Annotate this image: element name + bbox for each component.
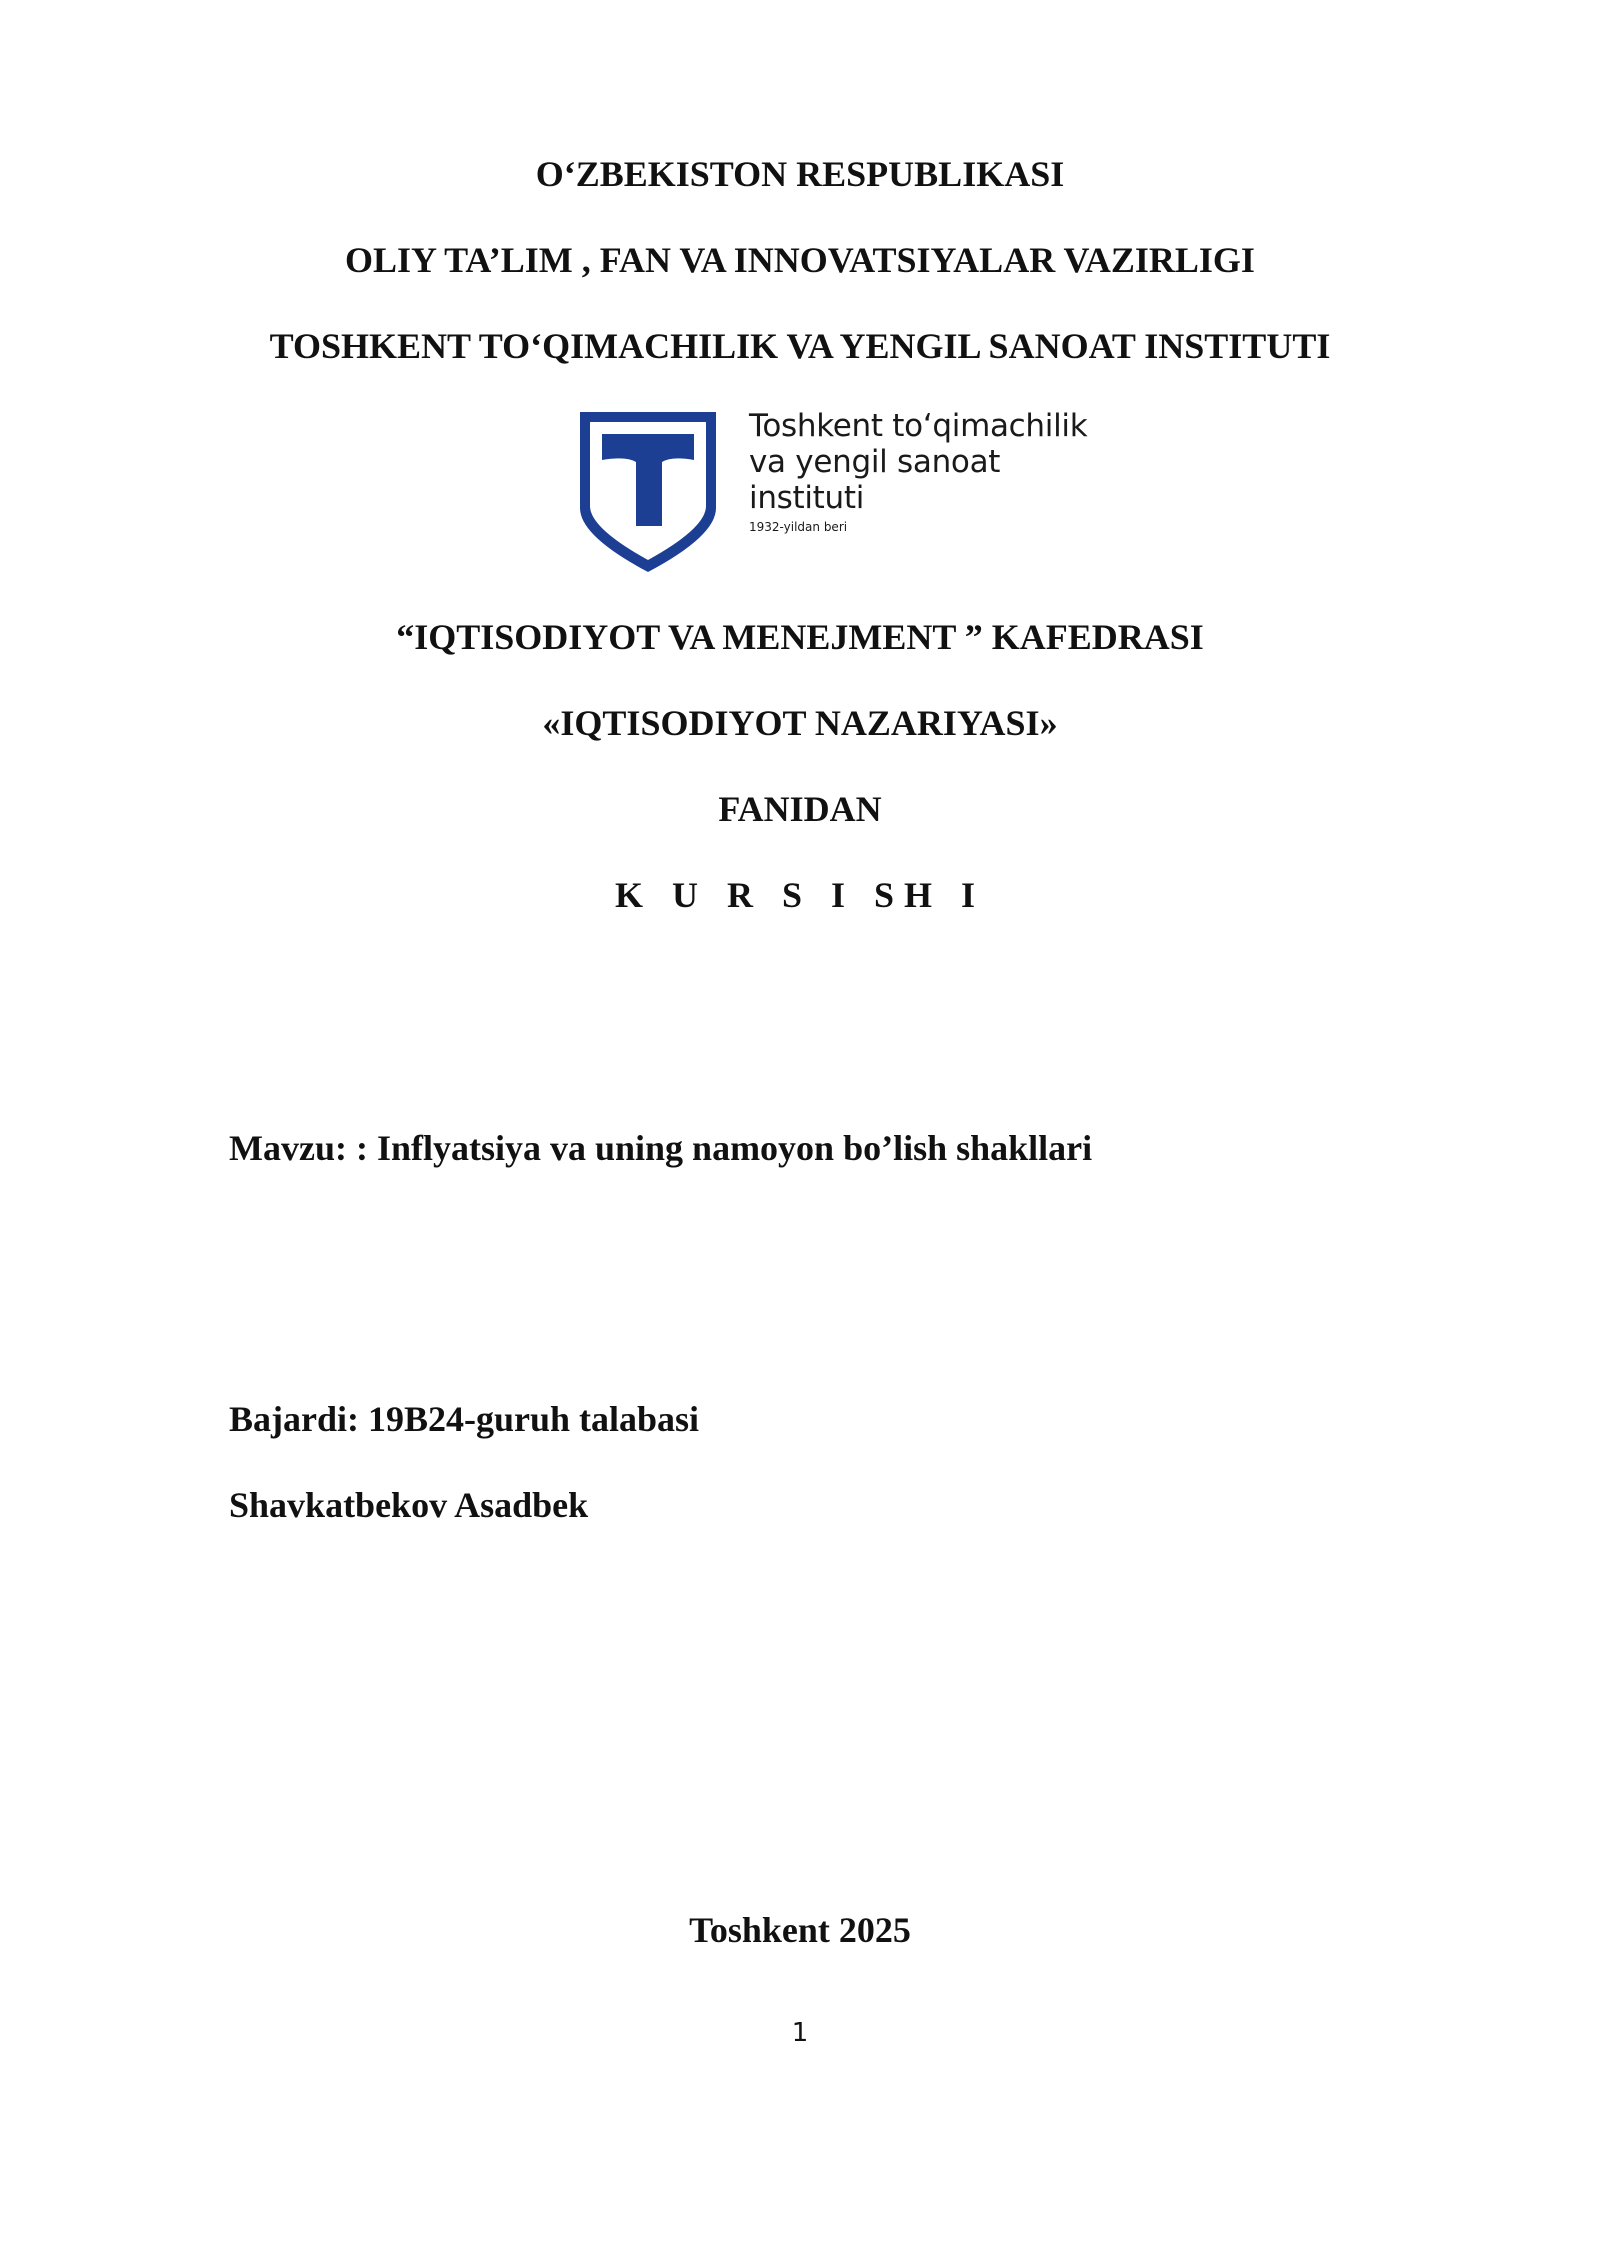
republic-heading: O‘ZBEKISTON RESPUBLIKASI — [535, 154, 1065, 194]
logo-text-line-3: instituti — [749, 480, 865, 516]
logo-text-line-2: va yengil sanoat — [749, 444, 1001, 480]
ministry-heading: OLIY TA’LIM , FAN VA INNOVATSIYALAR VAZIRLIGI — [345, 240, 1255, 280]
shield-logo-icon — [576, 408, 726, 578]
department-heading: “IQTISODIYOT VA MENEJMENT ” KAFEDRASI — [396, 617, 1204, 657]
page-number: 1 — [791, 2018, 809, 2048]
fanidan-heading: FANIDAN — [718, 789, 882, 829]
institute-logo — [576, 408, 1136, 578]
author-name: Shavkatbekov Asadbek — [229, 1485, 589, 1525]
institute-heading: TOSHKENT TO‘QIMACHILIK VA YENGIL SANOAT INSTITUTI — [269, 326, 1331, 366]
performed-by-line: Bajardi: 19B24-guruh talabasi — [229, 1399, 700, 1439]
topic-line: Mavzu: : Inflyatsiya va uning namoyon bo’lish shakllari — [229, 1128, 1093, 1168]
logo-wordmark — [749, 408, 1087, 536]
logo-since-text: 1932-yildan beri — [749, 520, 848, 534]
subject-heading: «IQTISODIYOT NAZARIYASI» — [542, 703, 1058, 743]
work-type-heading: K U R S I SH I — [614, 875, 986, 915]
logo-text-line-1: Toshkent to‘qimachilik — [749, 408, 1088, 444]
place-year: Toshkent 2025 — [689, 1910, 911, 1950]
